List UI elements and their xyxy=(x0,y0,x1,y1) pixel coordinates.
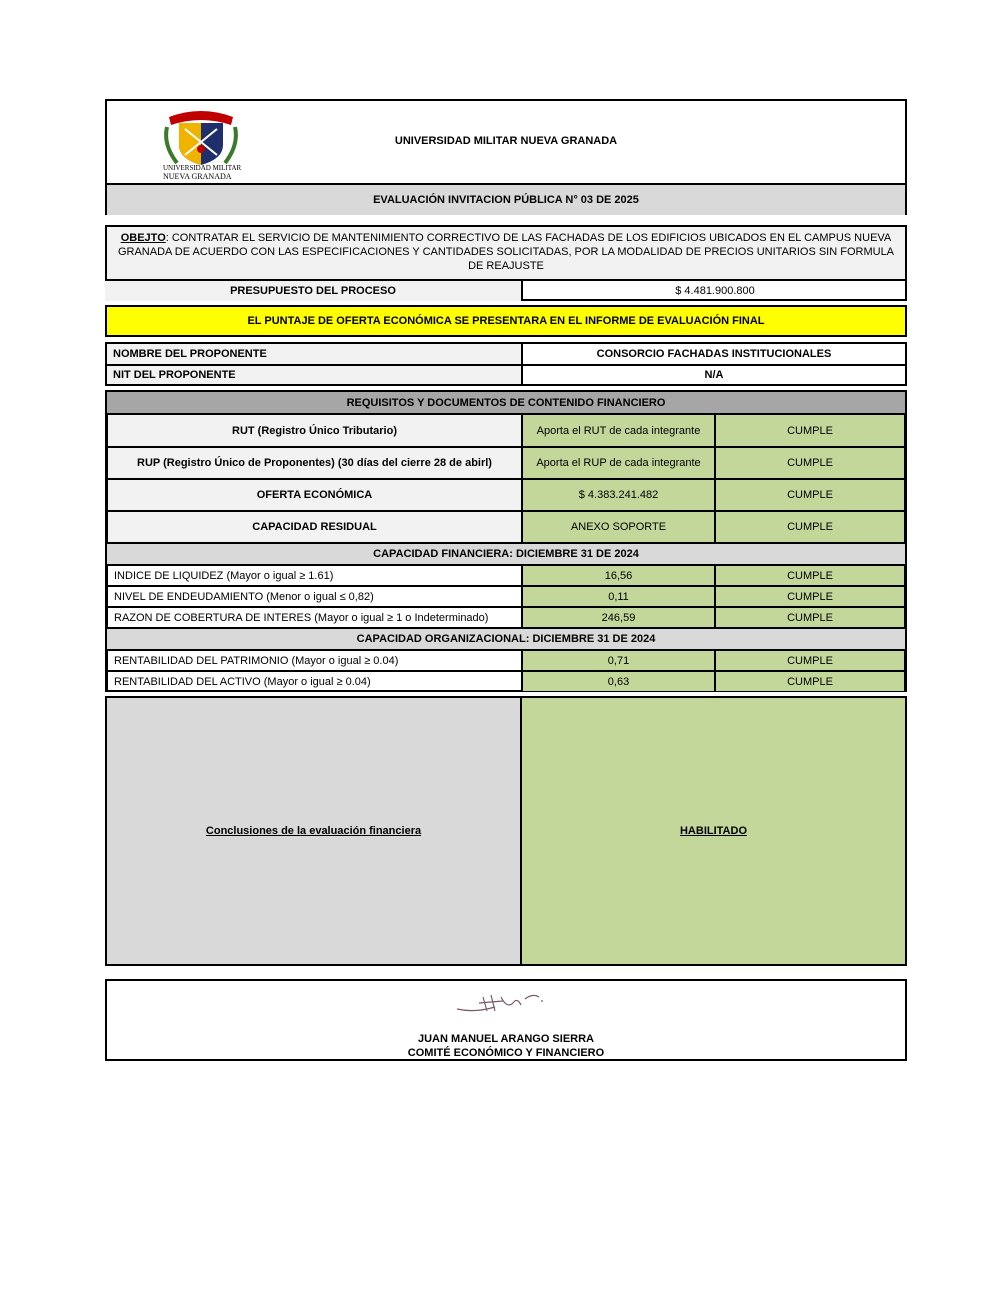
capacidad_financiera-label: NIVEL DE ENDEUDAMIENTO (Menor o igual ≤ 0,82) xyxy=(107,586,522,607)
proponente-nit-label: NIT DEL PROPONENTE xyxy=(107,365,522,384)
capacidad_financiera-status: CUMPLE xyxy=(715,565,905,586)
capacidad_organizacional-label: RENTABILIDAD DEL PATRIMONIO (Mayor o igual ≥ 0.04) xyxy=(107,650,522,671)
capacidad-financiera-title: CAPACIDAD FINANCIERA: DICIEMBRE 31 DE 2024 xyxy=(107,543,905,565)
proponente-nit-value: N/A xyxy=(522,365,905,384)
objeto-label: OBEJTO xyxy=(120,232,166,244)
requisito-value: Aporta el RUP de cada integrante xyxy=(522,447,715,479)
conclusion-label: Conclusiones de la evaluación financiera xyxy=(107,698,522,964)
conclusion-value: HABILITADO xyxy=(522,698,905,964)
capacidad_organizacional-status: CUMPLE xyxy=(715,671,905,692)
capacidad_financiera-label: INDICE DE LIQUIDEZ (Mayor o igual ≥ 1.61) xyxy=(107,565,522,586)
requisito-value: $ 4.383.241.482 xyxy=(522,479,715,511)
notice-banner: EL PUNTAJE DE OFERTA ECONÓMICA SE PRESENTARA EN EL INFORME DE EVALUACIÓN FINAL xyxy=(105,305,907,337)
requisito-status: CUMPLE xyxy=(715,511,905,543)
logo-text-2: NUEVA GRANADA xyxy=(163,172,232,181)
capacidad_financiera-value: 16,56 xyxy=(522,565,715,586)
conclusion-box xyxy=(105,696,907,966)
presupuesto-value: $ 4.481.900.800 xyxy=(522,279,907,301)
requisito-label: RUP (Registro Único de Proponentes) (30 días del cierre 28 de abirl) xyxy=(107,447,522,479)
objeto-box xyxy=(105,225,907,301)
capacidad_financiera-status: CUMPLE xyxy=(715,607,905,628)
capacidad_financiera-value: 246,59 xyxy=(522,607,715,628)
university-title: UNIVERSIDAD MILITAR NUEVA GRANADA xyxy=(394,135,618,147)
objeto-description: : CONTRATAR EL SERVICIO DE MANTENIMIENTO CORRECTIVO DE LAS FACHADAS DE LOS EDIFICIOS UBICADOS EN EL CAMPUS NUEVA GRANADA DE ACUERDO CON LAS ESPECIFICACIONES Y CANTIDADES SOLICITADAS, POR LA MODALIDAD DE PRECIOS UNITARIOS SIN FORMULA DE REAJUSTE xyxy=(117,232,895,272)
capacidad_financiera-value: 0,11 xyxy=(522,586,715,607)
evaluation-title: EVALUACIÓN INVITACION PÚBLICA N° 03 DE 2025 xyxy=(107,183,905,215)
requisito-status: CUMPLE xyxy=(715,479,905,511)
capacidad_organizacional-label: RENTABILIDAD DEL ACTIVO (Mayor o igual ≥ 0.04) xyxy=(107,671,522,692)
signature-image xyxy=(455,989,555,1019)
presupuesto-label: PRESUPUESTO DEL PROCESO xyxy=(105,279,522,301)
signer-name: JUAN MANUEL ARANGO SIERRA xyxy=(417,1033,594,1045)
capacidad_financiera-status: CUMPLE xyxy=(715,586,905,607)
header-box xyxy=(105,99,907,215)
requisito-label: OFERTA ECONÓMICA xyxy=(107,479,522,511)
requisito-status: CUMPLE xyxy=(715,414,905,447)
capacidad_organizacional-status: CUMPLE xyxy=(715,650,905,671)
proponente-box xyxy=(105,342,907,386)
proponente-name-value: CONSORCIO FACHADAS INSTITUCIONALES xyxy=(522,344,905,365)
requisito-status: CUMPLE xyxy=(715,447,905,479)
proponente-name-label: NOMBRE DEL PROPONENTE xyxy=(107,344,522,365)
requisito-label: CAPACIDAD RESIDUAL xyxy=(107,511,522,543)
signer-committee: COMITÉ ECONÓMICO Y FINANCIERO xyxy=(407,1047,605,1059)
requisito-value: Aporta el RUT de cada integrante xyxy=(522,414,715,447)
capacidad_organizacional-value: 0,63 xyxy=(522,671,715,692)
requisitos-title: REQUISITOS Y DOCUMENTOS DE CONTENIDO FINANCIERO xyxy=(107,392,905,414)
capacidad_financiera-label: RAZON DE COBERTURA DE INTERES (Mayor o igual ≥ 1 o Indeterminado) xyxy=(107,607,522,628)
signature-box xyxy=(105,979,907,1061)
capacidad_organizacional-value: 0,71 xyxy=(522,650,715,671)
objeto-text xyxy=(107,227,905,279)
financial-table xyxy=(105,390,907,692)
requisito-value: ANEXO SOPORTE xyxy=(522,511,715,543)
capacidad-organizacional-title: CAPACIDAD ORGANIZACIONAL: DICIEMBRE 31 DE 2024 xyxy=(107,628,905,650)
logo-text-1: UNIVERSIDAD MILITAR xyxy=(163,164,242,172)
requisito-label: RUT (Registro Único Tributario) xyxy=(107,414,522,447)
